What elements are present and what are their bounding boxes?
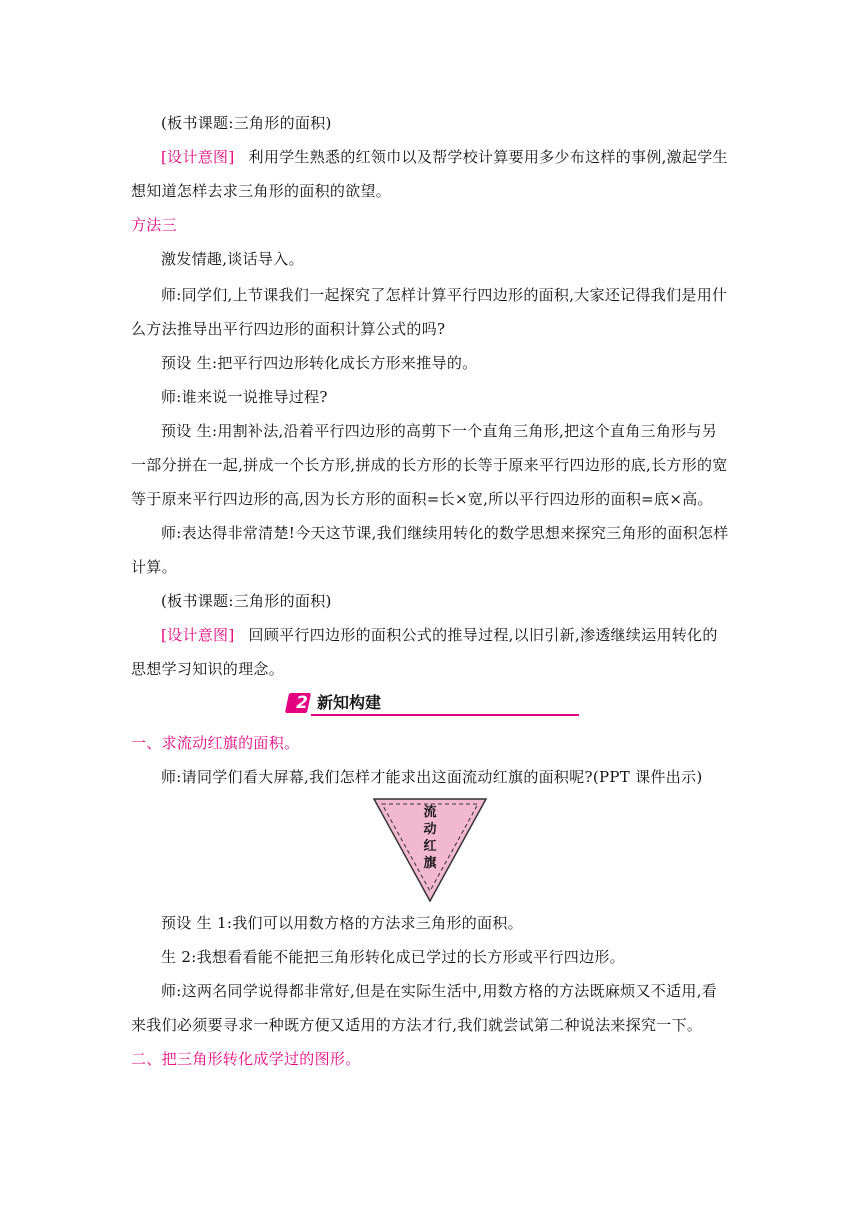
teacher-line: 师:请同学们看大屏幕,我们怎样才能求出这面流动红旗的面积呢?(PPT 课件出示) (161, 768, 703, 786)
student-line: 生 2:我想看看能不能把三角形转化成已学过的长方形或平行四边形。 (161, 948, 625, 966)
flag-char: 旗 (423, 856, 437, 871)
subsection-heading-2: 二、把三角形转化成学过的图形。 (131, 1050, 361, 1068)
flag-char: 红 (423, 839, 437, 854)
paragraph-text: 等于原来平行四边形的高,因为长方形的面积=长×宽,所以平行四边形的面积=底×高。 (131, 490, 713, 508)
section-number: 2 (296, 693, 308, 713)
red-flag-figure (373, 798, 487, 902)
teacher-line: 师:同学们,上节课我们一起探究了怎样计算平行四边形的面积,大家还记得我们是用什 (161, 286, 728, 304)
paragraph-text: 激发情趣,谈话导入。 (161, 250, 304, 268)
section-banner (287, 692, 579, 716)
method-heading: 方法三 (131, 216, 177, 234)
teacher-line: 师:谁来说一说推导过程? (161, 388, 328, 406)
teacher-line: 师:这两名同学说得都非常好,但是在实际生活中,用数方格的方法既麻烦又不适用,看 (161, 982, 718, 1000)
board-title-2: (板书课题:三角形的面积) (161, 592, 332, 610)
preset-answer: 预设 生:用割补法,沿着平行四边形的高剪下一个直角三角形,把这个直角三角形与另 (161, 422, 718, 440)
paragraph-text: 思想学习知识的理念。 (131, 660, 285, 678)
design-intent-paragraph-2 (161, 625, 731, 645)
section-title: 新知构建 (317, 693, 382, 712)
subsection-heading-1: 一、求流动红旗的面积。 (131, 734, 300, 752)
paragraph-text: 么方法推导出平行四边形的面积计算公式的吗? (131, 320, 446, 338)
design-intent-tag: [设计意图] (161, 626, 235, 644)
design-intent-paragraph-1 (161, 147, 731, 167)
section-underline (311, 714, 579, 716)
teacher-line: 师:表达得非常清楚!今天这节课,我们继续用转化的数学思想来探究三角形的面积怎样 (161, 524, 729, 542)
paragraph-text: 来我们必须要寻求一种既方便又适用的方法才行,我们就尝试第二种说法来探究一下。 (131, 1016, 703, 1034)
paragraph-text: 计算。 (131, 558, 177, 576)
paragraph-text: 利用学生熟悉的红领巾以及帮学校计算要用多少布这样的事例,激起学生 (248, 148, 728, 166)
design-intent-tag: [设计意图] (161, 148, 235, 166)
paragraph-text: 回顾平行四边形的面积公式的推导过程,以旧引新,渗透继续运用转化的 (248, 626, 718, 644)
board-title-1: (板书课题:三角形的面积) (161, 114, 332, 132)
paragraph-text: 一部分拼在一起,拼成一个长方形,拼成的长方形的长等于原来平行四边形的底,长方形的宽 (131, 456, 728, 474)
flag-label (418, 804, 442, 872)
preset-answer: 预设 生 1:我们可以用数方格的方法求三角形的面积。 (161, 914, 523, 932)
preset-answer: 预设 生:把平行四边形转化成长方形来推导的。 (161, 354, 478, 372)
flag-char: 流 (423, 805, 437, 820)
paragraph-text: 想知道怎样去求三角形的面积的欲望。 (131, 182, 392, 200)
flag-char: 动 (423, 822, 437, 837)
